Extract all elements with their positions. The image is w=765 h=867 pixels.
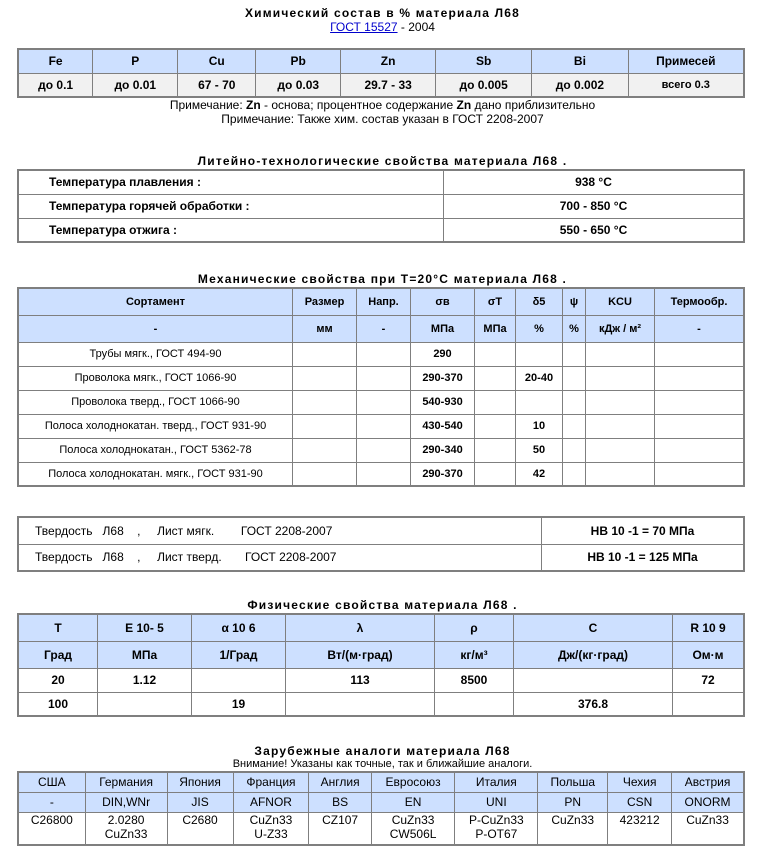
mech-unit: МПа [475,315,516,342]
tech-value: 938 °C [444,170,745,194]
mech-row [18,366,744,390]
phys-row [18,668,744,692]
analog-standard: AFNOR [233,792,309,812]
analog-grade: CuZn33 [104,826,148,841]
mech-cell [655,342,745,366]
mech-unit: % [563,315,586,342]
mech-cell [563,366,586,390]
analog-grade: CuZn33 [551,812,595,827]
mech-cell [563,462,586,486]
mech-cell: 20-40 [516,366,563,390]
tech-value: 550 - 650 °C [444,218,745,242]
mech-cell: 50 [516,438,563,462]
mech-header: Размер [293,288,357,315]
analog-grade: P-CuZn33 [468,812,524,827]
analog-value [538,812,608,845]
analog-value [85,812,167,845]
chem-header: P [93,49,178,73]
analog-grade: 423212 [619,812,660,827]
phys-unit: Град [18,641,98,668]
mech-cell: 540-930 [411,390,475,414]
tech-table [17,169,745,243]
phys-unit: кг/м³ [435,641,514,668]
mech-cell: 290-340 [411,438,475,462]
analog-grade: P-OT67 [475,826,518,841]
analog-grade: C2680 [182,812,218,827]
mech-cell: 430-540 [411,414,475,438]
mech-cell [516,390,563,414]
phys-cell [286,692,435,716]
note-prefix: Примечание: [169,98,246,112]
mech-cell [357,462,411,486]
phys-unit: МПа [98,641,192,668]
analog-value [371,812,454,845]
mech-unit: МПа [411,315,475,342]
mech-cell: Проволока мягк., ГОСТ 1066-90 [18,366,293,390]
phys-header: E 10- 5 [98,614,192,641]
phys-cell: 376.8 [514,692,673,716]
mech-header: σв [411,288,475,315]
mech-cell: Полоса холоднокатан. тверд., ГОСТ 931-90 [18,414,293,438]
phys-cell: 1.12 [98,668,192,692]
chem-header: Fe [18,49,93,73]
gost-year: - 2004 [400,20,435,34]
phys-cell [514,668,673,692]
mech-cell [563,342,586,366]
analog-standard: EN [371,792,454,812]
analog-value [233,812,309,845]
analog-value [167,812,233,845]
analog-standard: PN [538,792,608,812]
hardness-table [17,516,745,572]
phys-unit: Вт/(м·град) [286,641,435,668]
analog-title: Зарубежные аналоги материала Л68 [254,744,511,758]
chem-header: Примесей [628,49,744,73]
mech-unit: - [357,315,411,342]
analog-grade: CZ107 [322,812,359,827]
mech-header: Термообр. [655,288,745,315]
phys-header: T [18,614,98,641]
analog-country: Германия [85,772,167,792]
phys-unit: 1/Град [192,641,286,668]
phys-unit: Дж/(кг·град) [514,641,673,668]
chem-note-1 [0,98,765,112]
chem-table [17,48,745,98]
mech-cell [655,414,745,438]
phys-cell: 113 [286,668,435,692]
mech-cell [516,342,563,366]
analog-standard: CSN [608,792,672,812]
analog-value [309,812,371,845]
phys-cell [435,692,514,716]
analog-standard: JIS [167,792,233,812]
analog-country: Италия [455,772,538,792]
analog-grade: CW506L [389,826,437,841]
mech-header: Напр. [357,288,411,315]
analog-standard: BS [309,792,371,812]
phys-row [18,692,744,716]
phys-title: Физические свойства материала Л68 . [247,598,518,612]
mech-header: δ5 [516,288,563,315]
mech-row [18,462,744,486]
mech-row [18,414,744,438]
mech-cell [293,414,357,438]
analog-value [455,812,538,845]
chem-value: до 0.03 [256,73,341,97]
analog-table [17,771,745,846]
phys-cell: 20 [18,668,98,692]
analog-grade: CuZn33 [249,812,293,827]
chem-value: всего 0.3 [628,73,744,97]
phys-cell [98,692,192,716]
analog-grade: CuZn33 [391,812,435,827]
hardness-desc: Твердость Л68 , Лист тверд. ГОСТ 2208-2007 [18,544,542,571]
note-zn: Zn [456,98,472,112]
mech-cell [475,462,516,486]
mech-cell [357,342,411,366]
mech-cell [357,438,411,462]
analog-grade: U-Z33 [254,826,288,841]
note-zn: Zn [245,98,261,112]
phys-table [17,613,745,717]
phys-header: C [514,614,673,641]
mech-cell [655,462,745,486]
mech-unit: - [18,315,293,342]
analog-grade: CuZn33 [686,812,729,827]
mech-cell [655,366,745,390]
analog-country: Франция [233,772,309,792]
chem-title: Химический состав в % материала Л68 [244,6,521,20]
mech-header: KCU [586,288,655,315]
phys-cell: 100 [18,692,98,716]
tech-name: Температура плавления : [18,170,444,194]
phys-header: ρ [435,614,514,641]
phys-header: α 10 6 [192,614,286,641]
mech-row [18,342,744,366]
analog-country: Чехия [608,772,672,792]
mech-header: ψ [563,288,586,315]
phys-cell [192,668,286,692]
mech-cell [475,414,516,438]
mech-cell [357,390,411,414]
mech-unit: кДж / м² [586,315,655,342]
chem-header: Sb [435,49,531,73]
analog-standard: - [18,792,85,812]
mech-cell [586,366,655,390]
mech-cell [475,438,516,462]
mech-cell [586,342,655,366]
mech-cell [655,438,745,462]
tech-name: Температура горячей обработки : [18,194,444,218]
chem-gost [0,20,765,34]
hardness-value: HB 10 -1 = 125 МПа [542,544,745,571]
mech-cell [563,414,586,438]
chem-value: до 0.1 [18,73,93,97]
mech-cell: Полоса холоднокатан. мягк., ГОСТ 931-90 [18,462,293,486]
mech-cell: 42 [516,462,563,486]
analog-country: США [18,772,85,792]
mech-cell [586,438,655,462]
analog-country: Австрия [672,772,744,792]
phys-header: R 10 9 [673,614,745,641]
mech-cell [586,462,655,486]
analog-standard: DIN,WNr [85,792,167,812]
analog-value [608,812,672,845]
note-mid: - основа; процентное содержание [260,98,457,112]
phys-cell: 8500 [435,668,514,692]
tech-name: Температура отжига : [18,218,444,242]
mech-cell: 290-370 [411,366,475,390]
tech-title: Литейно-технологические свойства материала Л68 . [197,154,568,168]
phys-cell: 72 [673,668,745,692]
analog-standard: UNI [455,792,538,812]
mech-title: Механические свойства при Т=20°С материала Л68 . [197,272,568,286]
chem-value: 29.7 - 33 [341,73,436,97]
mech-cell [293,366,357,390]
mech-cell [586,390,655,414]
gost-link[interactable]: ГОСТ 15527 [330,20,398,34]
mech-unit: % [516,315,563,342]
mech-cell [475,342,516,366]
mech-cell: 290-370 [411,462,475,486]
mech-row [18,438,744,462]
mech-cell: Проволока тверд., ГОСТ 1066-90 [18,390,293,414]
analog-country: Англия [309,772,371,792]
mech-cell [293,462,357,486]
analog-grade: 2.0280 [107,812,145,827]
mech-cell [563,438,586,462]
chem-header: Pb [256,49,341,73]
phys-cell: 19 [192,692,286,716]
note-suffix: дано приблизительно [471,98,596,112]
chem-note-2: Примечание: Также хим. состав указан в ГОСТ 2208-2007 [221,112,544,126]
chem-value: до 0.01 [93,73,178,97]
mech-cell: Полоса холоднокатан., ГОСТ 5362-78 [18,438,293,462]
chem-value: до 0.005 [435,73,531,97]
hardness-value: HB 10 -1 = 70 МПа [542,517,745,544]
chem-value: до 0.002 [532,73,628,97]
mech-row [18,390,744,414]
analog-country: Евросоюз [371,772,454,792]
mech-unit: мм [293,315,357,342]
mech-cell [563,390,586,414]
analog-value [18,812,85,845]
mech-cell [357,414,411,438]
analog-country: Япония [167,772,233,792]
analog-country: Польша [538,772,608,792]
mech-table [17,287,745,487]
hardness-desc: Твердость Л68 , Лист мягк. ГОСТ 2208-2007 [18,517,542,544]
chem-header: Bi [532,49,628,73]
analog-value [672,812,744,845]
chem-value: 67 - 70 [178,73,256,97]
mech-header: σT [475,288,516,315]
mech-cell [293,438,357,462]
phys-cell [673,692,745,716]
mech-cell [475,390,516,414]
mech-cell [475,366,516,390]
analog-note: Внимание! Указаны как точные, так и ближайшие аналоги. [232,758,533,770]
mech-cell: 10 [516,414,563,438]
phys-unit: Ом·м [673,641,745,668]
chem-header: Zn [341,49,436,73]
analog-standard: ONORM [672,792,744,812]
tech-value: 700 - 850 °C [444,194,745,218]
mech-cell [586,414,655,438]
mech-cell [357,366,411,390]
mech-cell [293,390,357,414]
mech-cell [655,390,745,414]
mech-header: Сортамент [18,288,293,315]
analog-grade: C26800 [30,812,73,827]
mech-unit: - [655,315,745,342]
chem-header: Cu [178,49,256,73]
mech-cell: Трубы мягк., ГОСТ 494-90 [18,342,293,366]
mech-cell: 290 [411,342,475,366]
mech-cell [293,342,357,366]
phys-header: λ [286,614,435,641]
